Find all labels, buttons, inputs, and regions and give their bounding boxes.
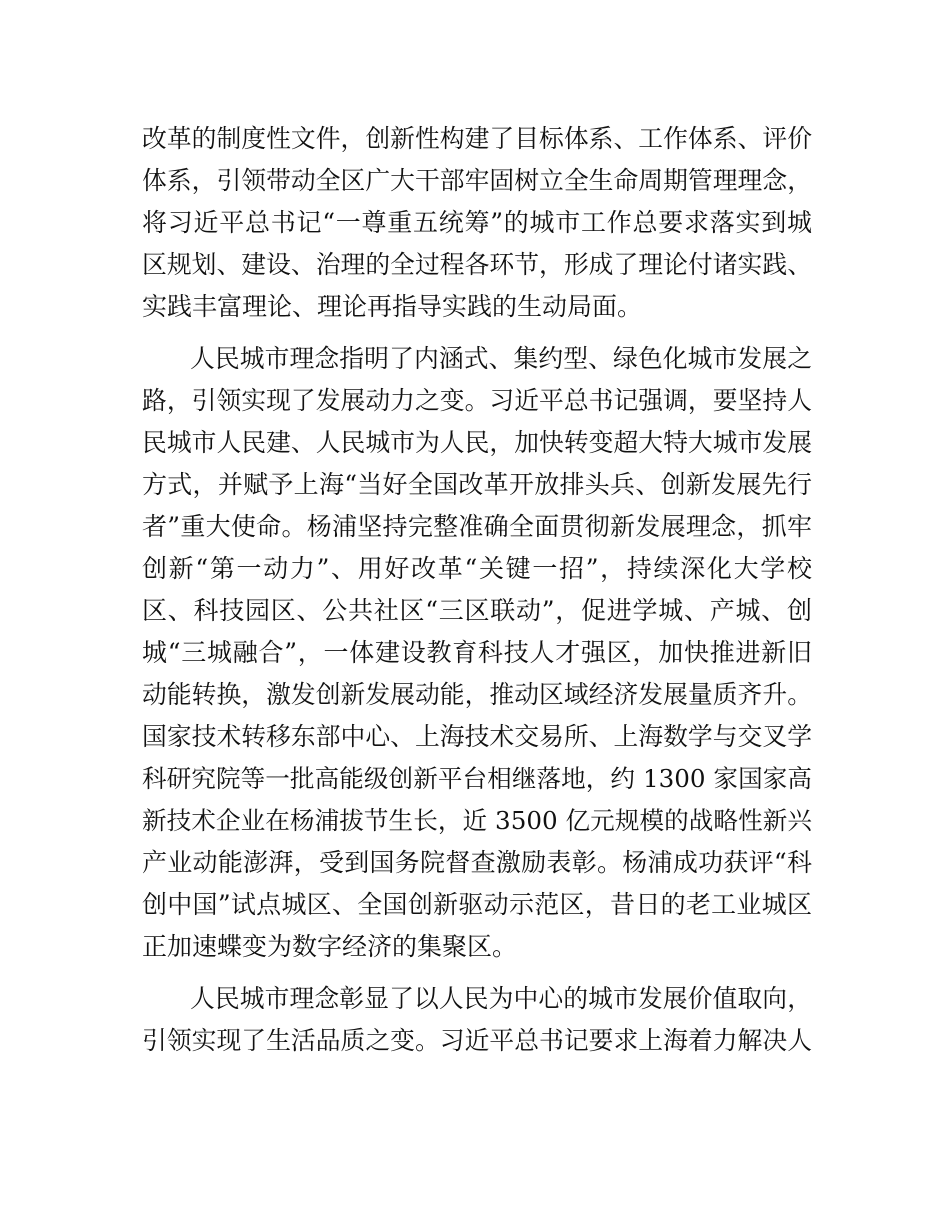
text-line: 创新“第一动力”、用好改革“关键一招”，持续深化大学校: [142, 554, 812, 583]
text-line: 方式，并赋予上海“当好全国改革开放排头兵、创新发展先行: [142, 470, 812, 499]
text-line: 动能转换，激发创新发展动能，推动区域经济发展量质齐升。: [142, 680, 812, 709]
paragraph-3: [142, 978, 812, 1062]
document-body: [142, 118, 812, 1062]
text-line: 国家技术转移东部中心、上海技术交易所、上海数学与交叉学: [142, 722, 812, 751]
text-line: 将习近平总书记“一尊重五统筹”的城市工作总要求落实到城: [142, 208, 812, 237]
text-line: 科研究院等一批高能级创新平台相继落地，约 1300 家国家高: [142, 764, 812, 793]
text-line: 人民城市理念指明了内涵式、集约型、绿色化城市发展之: [190, 344, 812, 373]
paragraph-1: [142, 118, 812, 328]
text-line: 引领实现了生活品质之变。习近平总书记要求上海着力解决人: [142, 1026, 812, 1055]
text-line: 区规划、建设、治理的全过程各环节，形成了理论付诸实践、: [142, 250, 812, 279]
text-line: 人民城市理念彰显了以人民为中心的城市发展价值取向，: [190, 984, 812, 1013]
paragraph-gap: [142, 328, 812, 338]
text-line: 城“三城融合”，一体建设教育科技人才强区，加快推进新旧: [142, 638, 812, 667]
text-line: 区、科技园区、公共社区“三区联动”，促进学城、产城、创: [142, 596, 812, 625]
paragraph-2: [142, 338, 812, 968]
text-line: 民城市人民建、人民城市为人民，加快转变超大特大城市发展: [142, 428, 812, 457]
text-line: 新技术企业在杨浦拔节生长，近 3500 亿元规模的战略性新兴: [142, 806, 812, 835]
text-line: 路，引领实现了发展动力之变。习近平总书记强调，要坚持人: [142, 386, 812, 415]
text-line: 改革的制度性文件，创新性构建了目标体系、工作体系、评价: [142, 124, 812, 153]
paragraph-gap: [142, 968, 812, 978]
text-line: 正加速蝶变为数字经济的集聚区。: [142, 932, 518, 961]
text-line: 体系，引领带动全区广大干部牢固树立全生命周期管理理念，: [142, 166, 812, 195]
text-line: 实践丰富理论、理论再指导实践的生动局面。: [142, 292, 643, 321]
text-line: 创中国”试点城区、全国创新驱动示范区，昔日的老工业城区: [142, 890, 812, 919]
text-line: 者”重大使命。杨浦坚持完整准确全面贯彻新发展理念，抓牢: [142, 512, 812, 541]
text-line: 产业动能澎湃，受到国务院督查激励表彰。杨浦成功获评“科: [142, 848, 812, 877]
